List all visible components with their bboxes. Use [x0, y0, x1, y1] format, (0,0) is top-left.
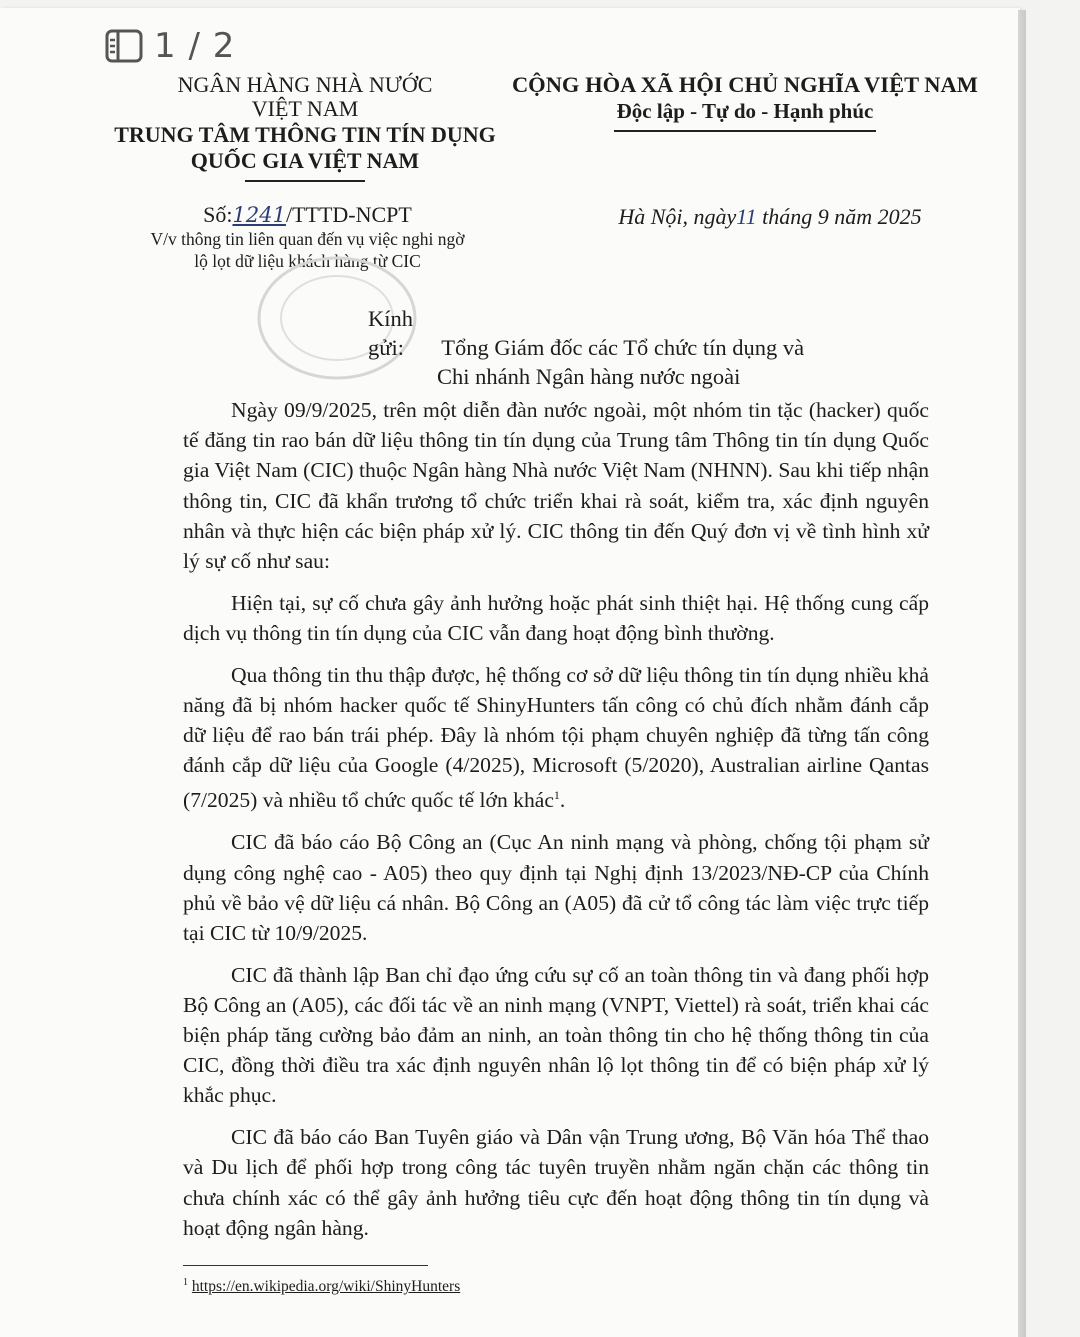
date-prefix: Hà Nội, ngày [618, 204, 737, 229]
letter-body [183, 395, 929, 1254]
paragraph-4: CIC đã báo cáo Bộ Công an (Cục An ninh mạng và phòng, chống tội phạm sử dụng công nghệ cao - A05) theo quy định tại Nghị định 13/2023/NĐ-CP của Chính phủ về bảo vệ dữ liệu cá nhân. Bộ Công an (A05) đã cử tổ công tác làm việc trực tiếp tại CIC từ 10/9/2025. [183, 830, 929, 945]
recipient-line-2: Chi nhánh Ngân hàng nước ngoài [437, 364, 741, 389]
issuer-line-4: QUỐC GIA VIỆT NAM [190, 148, 420, 173]
issuer-underline [245, 180, 365, 182]
footnote [183, 1277, 460, 1296]
paragraph-1: Ngày 09/9/2025, trên một diễn đàn nước ngoài, một nhóm tin tặc (hacker) quốc tế đăng tin rao bán dữ liệu thông tin tín dụng của Trung tâm Thông tin tín dụng Quốc gia Việt Nam (CIC) thuộc Ngân hàng Nhà nước Việt Nam (NHNN). Sau khi tiếp nhận thông tin, CIC đã khẩn trương tổ chức triển khai rà soát, kiểm tra, xác định nguyên nhân và thực hiện các biện pháp xử lý. CIC thông tin đến Quý đơn vị về tình hình xử lý sự cố như sau: [183, 398, 929, 574]
footnote-ref[interactable]: 1 [553, 788, 560, 803]
recipient-line-1: Tổng Giám đốc các Tổ chức tín dụng và [441, 335, 805, 360]
footnote-marker: 1 [183, 1277, 188, 1288]
paragraph-2: Hiện tại, sự cố chưa gây ảnh hưởng hoặc phát sinh thiệt hại. Hệ thống cung cấp dịch vụ thông tin tín dụng của CIC vẫn đang hoạt động bình thường. [183, 590, 929, 645]
ref-prefix: Số: [203, 202, 233, 227]
footnote-divider [183, 1265, 428, 1266]
paragraph-3-end: . [559, 788, 566, 813]
dateline [560, 204, 980, 230]
page-count: 1 / 2 [154, 26, 236, 66]
paragraph-3-text: Qua thông tin thu thập được, hệ thống cơ sở dữ liệu thông tin tín dụng nhiều khả năng đã bị nhóm hacker quốc tế ShinyHunters tấn công có chủ đích nhằm đánh cắp dữ liệu để rao bán trái phép. Đây là nhóm tội phạm chuyên nghiệp đã từng tấn công đánh cắp dữ liệu của Google (4/2025), Microsoft (5/2020), Australian airline Qantas (7/2025) và nhiều tổ chức quốc tế lớn khác [183, 662, 929, 813]
issuer-line-2: VIỆT NAM [251, 96, 359, 121]
issuer-header [100, 72, 510, 182]
paragraph-3 [183, 660, 929, 816]
recipient-block [368, 304, 804, 391]
ref-handwritten-number: 1241 [232, 203, 286, 227]
issuer-line-1: NGÂN HÀNG NHÀ NƯỚC [177, 72, 433, 96]
subject-line-1: V/v thông tin liên quan đến vụ việc nghi ngờ [150, 229, 465, 249]
page-indicator[interactable] [104, 26, 235, 66]
national-motto [505, 72, 985, 132]
motto: Độc lập - Tự do - Hạnh phúc [616, 99, 874, 123]
ref-suffix: /TTTD-NCPT [285, 202, 412, 227]
page-layout-icon [104, 28, 144, 64]
reference-number [115, 202, 500, 228]
country-name: CỘNG HÒA XÃ HỘI CHỦ NGHĨA VIỆT NAM [511, 72, 979, 97]
page-edge [1018, 10, 1026, 1337]
paragraph-5: CIC đã thành lập Ban chỉ đạo ứng cứu sự cố an toàn thông tin và đang phối hợp Bộ Công an (A05), các đối tác về an ninh mạng (VNPT, Viettel) rà soát, triển khai các biện pháp tăng cường bảo đảm an ninh, an toàn thông tin cho hệ thống thông tin của CIC, đồng thời điều tra xác định nguyên nhân lộ lọt thông tin để có biện pháp xử lý khắc phục. [183, 962, 929, 1108]
subject-line-2: lộ lọt dữ liệu khách hàng từ CIC [194, 251, 421, 271]
footnote-link[interactable]: https://en.wikipedia.org/wiki/ShinyHunters [191, 1278, 461, 1296]
recipient-label: Kính gửi: [368, 306, 413, 360]
issuer-line-3: TRUNG TÂM THÔNG TIN TÍN DỤNG [114, 122, 496, 147]
date-handwritten-day: 11 [736, 204, 757, 229]
motto-underline [614, 130, 876, 132]
paragraph-6: CIC đã báo cáo Ban Tuyên giáo và Dân vận Trung ương, Bộ Văn hóa Thể thao và Du lịch để phối hợp trong công tác tuyên truyền nhằm ngăn chặn các thông tin chưa chính xác có thể gây ảnh hưởng tiêu cực đến hoạt động thông tin tín dụng và hoạt động ngân hàng. [183, 1125, 929, 1240]
date-suffix: tháng 9 năm 2025 [756, 204, 922, 229]
